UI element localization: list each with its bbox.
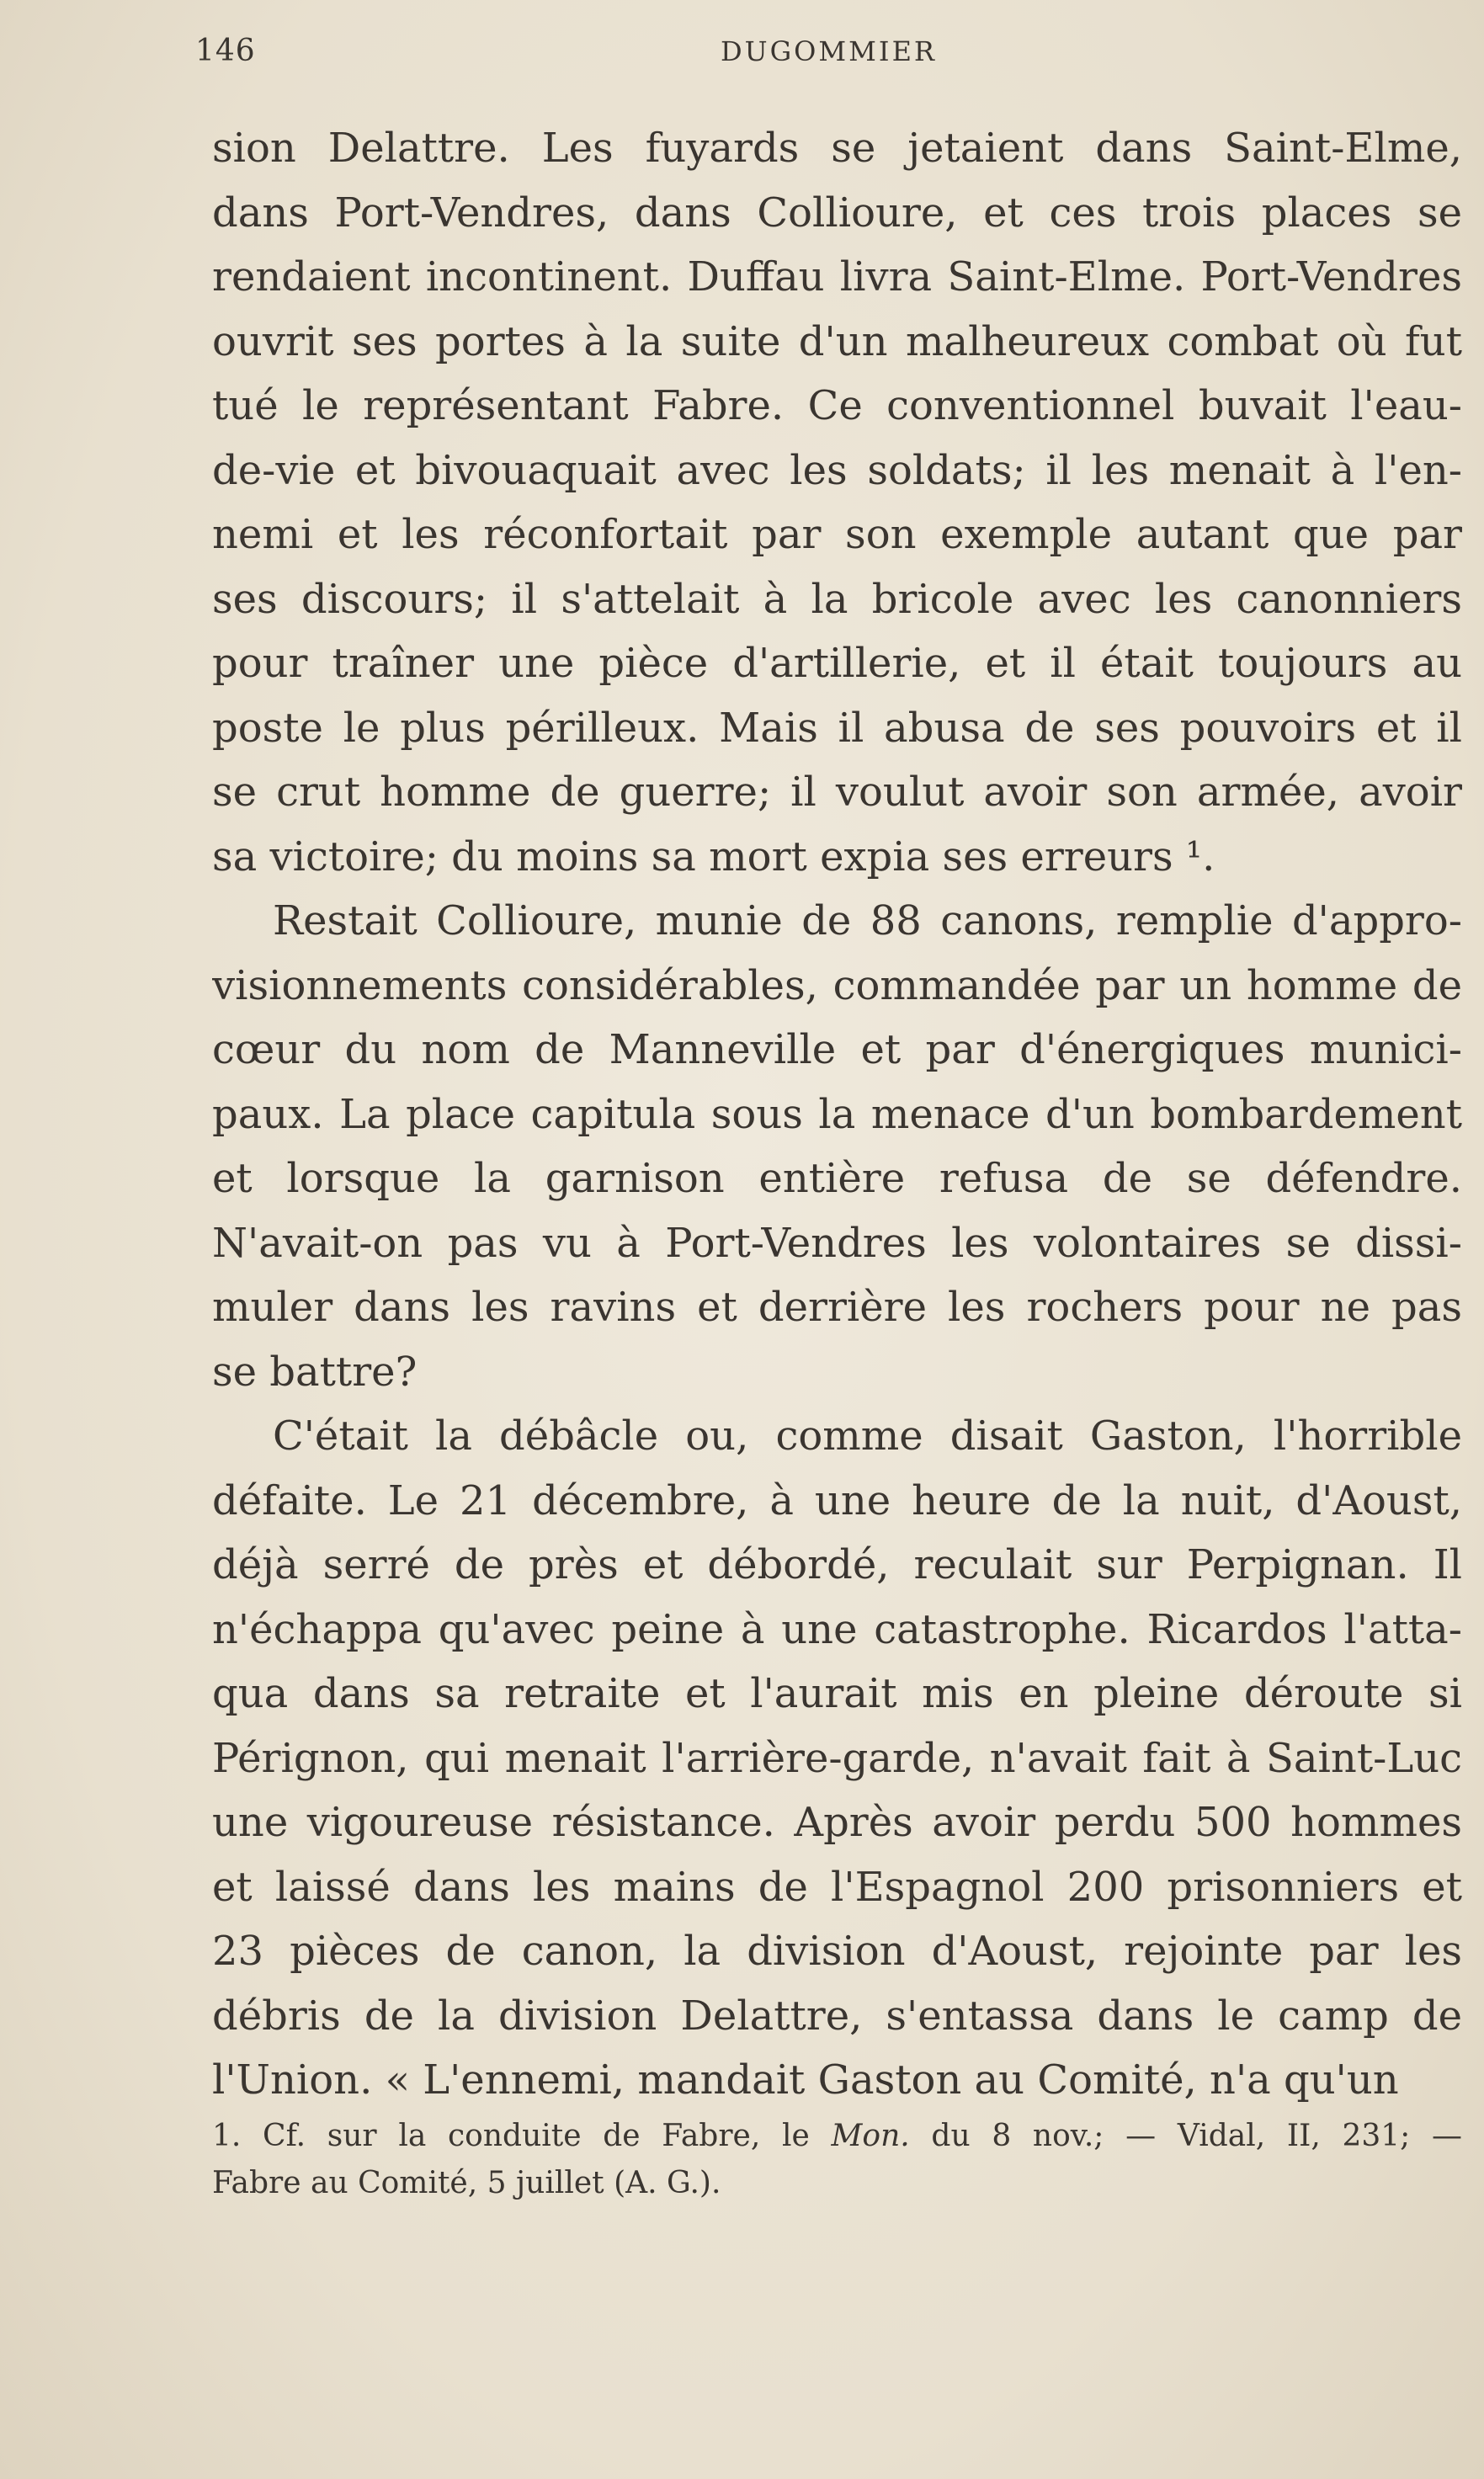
text-line: 23 pièces de canon, la division d'Aoust, rejointe par les	[212, 1928, 1462, 1975]
text-line: se battre?	[212, 1348, 418, 1396]
text-line: pour traîner une pièce d'artillerie, et il était toujours au	[212, 640, 1462, 687]
text-line: sion Delattre. Les fuyards se jetaient dans Saint-Elme,	[212, 125, 1462, 172]
text-line: une vigoureuse résistance. Après avoir perdu 500 hommes	[212, 1799, 1462, 1846]
text-line: qua dans sa retraite et l'aurait mis en pleine déroute si	[212, 1670, 1462, 1717]
text-line: rendaient incontinent. Duffau livra Saint-Elme. Port-Vendres	[212, 253, 1462, 301]
text-line: C'était la débâcle ou, comme disait Gaston, l'horrible	[273, 1412, 1462, 1460]
footnote-line: 1. Cf. sur la conduite de Fabre, le Mon. du 8 nov.; — Vidal, II, 231; —	[212, 2119, 1462, 2153]
text-line: visionnements considérables, commandée par un homme de	[212, 961, 1462, 1009]
text-line: N'avait-on pas vu à Port-Vendres les volontaires se dissi-	[212, 1219, 1462, 1267]
text-line: nemi et les réconfortait par son exemple autant que par	[212, 511, 1462, 558]
page-number: 146	[195, 34, 256, 68]
text-line: muler dans les ravins et derrière les rochers pour ne pas	[212, 1284, 1462, 1331]
footnote-line: Fabre au Comité, 5 juillet (A. G.).	[212, 2166, 721, 2200]
text-line: n'échappa qu'avec peine à une catastrophe. Ricardos l'atta-	[212, 1605, 1462, 1653]
text-line: de-vie et bivouaquait avec les soldats; il les menait à l'en-	[212, 446, 1462, 494]
text-line: ses discours; il s'attelait à la bricole avec les canonniers	[212, 575, 1462, 623]
text-line: se crut homme de guerre; il voulut avoir son armée, avoir	[212, 769, 1462, 816]
text-line: tué le représentant Fabre. Ce conventionnel buvait l'eau-	[212, 382, 1462, 429]
body-text	[212, 116, 1462, 2113]
text-line: débris de la division Delattre, s'entassa dans le camp de	[212, 1992, 1462, 2040]
footnote-italic-source: Mon.	[831, 2119, 910, 2153]
text-line: ouvrit ses portes à la suite d'un malheureux combat où fut	[212, 317, 1462, 365]
text-line: l'Union. « L'ennemi, mandait Gaston au Comité, n'a qu'un	[212, 2056, 1399, 2104]
footnote	[212, 2113, 1462, 2207]
text-line: et lorsque la garnison entière refusa de se défendre.	[212, 1155, 1462, 1202]
running-head: DUGOMMIER	[720, 35, 938, 67]
text-line: poste le plus périlleux. Mais il abusa de ses pouvoirs et il	[212, 704, 1462, 752]
text-line: sa victoire; du moins sa mort expia ses erreurs ¹.	[212, 833, 1215, 880]
text-line: dans Port-Vendres, dans Collioure, et ces trois places se	[212, 189, 1462, 237]
text-line: et laissé dans les mains de l'Espagnol 200 prisonniers et	[212, 1863, 1462, 1911]
page-header	[195, 34, 1462, 84]
text-line: paux. La place capitula sous la menace d'un bombardement	[212, 1090, 1462, 1138]
text-line: cœur du nom de Manneville et par d'énergiques munici-	[212, 1026, 1462, 1073]
text-line: déjà serré de près et débordé, reculait sur Perpignan. Il	[212, 1541, 1462, 1588]
text-line: Restait Collioure, munie de 88 canons, remplie d'appro-	[273, 897, 1462, 944]
text-line: défaite. Le 21 décembre, à une heure de la nuit, d'Aoust,	[212, 1476, 1462, 1524]
text-line: Pérignon, qui menait l'arrière-garde, n'avait fait à Saint-Luc	[212, 1734, 1462, 1782]
